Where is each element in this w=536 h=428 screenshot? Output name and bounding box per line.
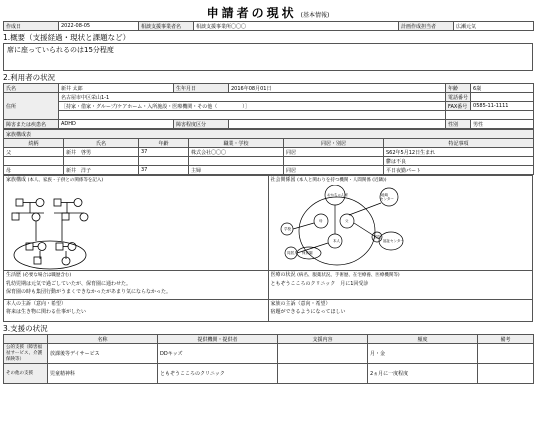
support-label: 公的支援（障害福祉サービス、介護保険等） [4, 344, 48, 364]
family-cell [4, 157, 64, 166]
life-note: (必要な場合は職歴含む) [22, 273, 72, 278]
life-text-1: 乳幼児期は元気で過ごしていたが、保育園に通わせた。 [6, 281, 132, 287]
family-cell [139, 157, 189, 166]
created-label: 作成日 [4, 22, 59, 31]
dob-label: 生年月日 [174, 84, 229, 93]
family-table-title: 家族構成表 [4, 130, 534, 139]
created-value: 2022-08-05 [59, 22, 139, 31]
genogram-note: (本人、家族・子供との関係等を記入) [27, 178, 104, 183]
family-cell [284, 157, 384, 166]
self-wish-title: 本人の主訴（意向・希望） [6, 301, 67, 307]
svg-text:母: 母 [318, 219, 322, 223]
ecomap-panel [268, 176, 533, 270]
wish-panels [3, 300, 533, 322]
support-header-blank [4, 335, 48, 344]
genogram-panel [4, 176, 268, 270]
family-cell: 株式会社〇〇〇 [189, 148, 284, 157]
life-history-panel [4, 271, 268, 299]
page-title [3, 3, 533, 21]
planner-value: 広瀬元気 [454, 22, 534, 31]
ecomap-diagram [269, 185, 533, 271]
support-content [278, 364, 368, 384]
class-label: 障害程度区分 [174, 120, 229, 129]
sex-value: 男性 [471, 120, 534, 129]
family-row [4, 157, 534, 166]
family-wish-text: 宿題ができるようになってほしい [270, 309, 346, 315]
disability-label: 障害または疾患名 [4, 120, 59, 129]
life-title: 生活歴 [6, 272, 22, 278]
support-provider: ともぞうこころのクリニック [158, 364, 278, 384]
family-cell: 37 [139, 166, 189, 175]
family-cell: 鬱は不良 [384, 157, 534, 166]
support-row [4, 364, 534, 384]
document-page [3, 3, 533, 384]
addr-spacer-right [446, 111, 534, 120]
family-cell: 同居 [284, 148, 384, 157]
family-cell: 37 [139, 148, 189, 157]
dob-value: 2016年08月01日 [229, 84, 446, 93]
name-value: 新井 太郎 [59, 84, 174, 93]
svg-text:おかちゃん家: おかちゃん家 [326, 193, 348, 197]
svg-text:本人: 本人 [332, 239, 340, 243]
fax-label: FAX番号 [446, 102, 471, 111]
family-table [3, 129, 534, 175]
support-col-header: 提供機関・提供者 [158, 335, 278, 344]
medical-note: (病名、服薬状況、手術歴、在宅療養、医療機関等) [297, 273, 400, 278]
age-label: 年齢 [446, 84, 471, 93]
family-cell: 主婦 [189, 166, 284, 175]
section3-heading: 3.支援の状況 [3, 324, 48, 333]
addr-note: ［持家・借家・グループ/ケアホーム・入所施設・医療機関・その他（ ）］ [59, 102, 446, 111]
family-wish-title: 家族の主訴（意向・希望） [270, 301, 331, 307]
family-wish-panel [268, 300, 533, 321]
family-col-header: 特記事項 [384, 139, 534, 148]
family-row [4, 166, 534, 175]
svg-text:地域: 地域 [380, 193, 388, 197]
support-note [478, 364, 534, 384]
svg-text:学校: 学校 [283, 227, 291, 231]
overview-text: 席に座っていられるのは15分程度 [3, 43, 533, 71]
support-freq: 月・金 [368, 344, 478, 364]
family-col-header: 年齢 [139, 139, 189, 148]
office-label: 相談支援事業者名 [139, 22, 194, 31]
header-table [3, 21, 534, 31]
tel-value [471, 93, 534, 102]
svg-text:保育園: 保育園 [301, 251, 312, 255]
section1-heading: 1.概要（支援経過・現状と課題など） [3, 33, 131, 42]
title-main: 申請者の現状 [206, 6, 297, 20]
support-freq: 2ヵ月に一度程度 [368, 364, 478, 384]
addr-value: 名古屋市中区栄山1-1 [59, 93, 446, 102]
sex-label: 性別 [446, 120, 471, 129]
section2-heading: 2.利用者の状況 [3, 73, 56, 82]
family-col-header: 職業・学校 [189, 139, 284, 148]
family-cell [64, 157, 139, 166]
addr-label: 住所 [4, 93, 59, 120]
addr-spacer [59, 111, 446, 120]
family-col-header: 同居・別居 [284, 139, 384, 148]
life-text-2: 保育園の時も集団行動がうまくできなかったがあまり気にならなかった。 [6, 289, 172, 295]
support-col-header: 名称 [48, 335, 158, 344]
user-info-table [3, 83, 534, 129]
office-value: 相談支援事業所〇〇〇 [194, 22, 399, 31]
support-name: 放課後等デイサービス [48, 344, 158, 364]
genogram-title: 家族構成 [6, 177, 27, 183]
family-cell: 同居 [284, 166, 384, 175]
support-col-header: 備考 [478, 335, 534, 344]
support-col-header: 頻度 [368, 335, 478, 344]
family-cell [189, 157, 284, 166]
family-col-header: 氏名 [64, 139, 139, 148]
support-label: その他の支援 [4, 364, 48, 384]
self-wish-panel [4, 300, 268, 321]
genogram-diagram [4, 185, 268, 271]
support-name: 児童精神科 [48, 364, 158, 384]
svg-text:父: 父 [344, 219, 348, 223]
age-value: 6歳 [471, 84, 534, 93]
name-label: 氏名 [4, 84, 59, 93]
ecomap-title: 社会関係図 [270, 177, 296, 183]
svg-text:同居人: 同居人 [286, 251, 297, 255]
medical-text: ともぞうこころのクリニック 月に1回受診 [270, 281, 369, 287]
family-cell: S62年5月12日生まれ [384, 148, 534, 157]
support-col-header: 支援内容 [278, 335, 368, 344]
diagram-panels [3, 175, 533, 271]
disability-value: ADHD [59, 120, 174, 129]
support-content [278, 344, 368, 364]
tel-label: 電話番号 [446, 93, 471, 102]
support-table [3, 334, 534, 384]
support-provider: DDキッズ [158, 344, 278, 364]
family-col-header: 続柄 [4, 139, 64, 148]
svg-text:センター: センター [379, 197, 394, 201]
ecomap-note: (本人と関わりを持つ機関・人間関係 (近隣)) [297, 178, 387, 183]
class-value [229, 120, 446, 129]
family-cell: 母 [4, 166, 64, 175]
planner-label: 計画作成担当者 [399, 22, 454, 31]
support-note [478, 344, 534, 364]
self-wish-text: 将来は生き物に関わる仕事がしたい [6, 309, 87, 315]
family-cell: 父 [4, 148, 64, 157]
support-row [4, 344, 534, 364]
medical-title: 医療の状況 [270, 272, 296, 278]
family-row [4, 148, 534, 157]
title-sub: (基本情報) [300, 12, 330, 19]
family-cell: 新井 洋子 [64, 166, 139, 175]
svg-text:医院: 医院 [373, 235, 381, 239]
fax-value: 0585-11-1111 [471, 102, 534, 111]
history-panels [3, 271, 533, 300]
family-cell: 平日夜勤パート [384, 166, 534, 175]
medical-panel [268, 271, 533, 299]
family-cell: 新井 啓男 [64, 148, 139, 157]
svg-text:福祉センター: 福祉センター [382, 239, 404, 243]
